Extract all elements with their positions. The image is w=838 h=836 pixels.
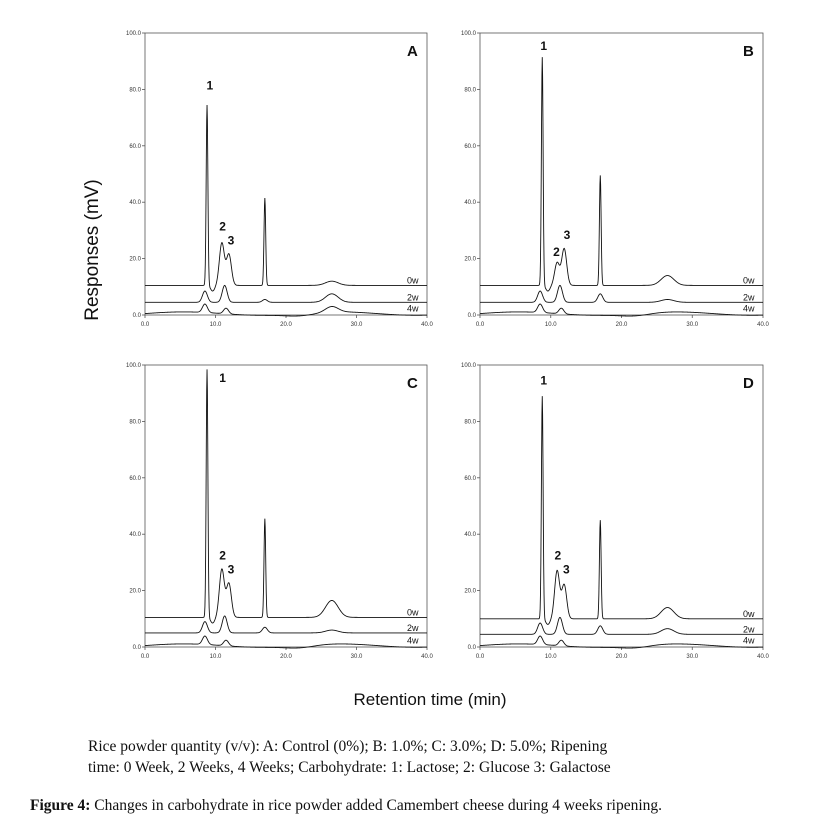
x-tick-label: 0.0	[140, 654, 150, 660]
x-axis-label: Retention time (min)	[353, 690, 507, 709]
y-tick-label: 20.0	[464, 588, 476, 595]
x-tick-label: 30.0	[350, 322, 363, 328]
peak-label: 3	[227, 233, 235, 248]
x-tick-label: 10.0	[209, 322, 222, 328]
caption-line-2: time: 0 Week, 2 Weeks, 4 Weeks; Carbohydrate: 1: Lactose; 2: Glucose 3: Galactose	[88, 759, 611, 776]
y-tick-label: 40.0	[464, 200, 476, 207]
y-tick-label: 40.0	[129, 532, 141, 539]
figure-caption-text: Changes in carbohydrate in rice powder added Camembert cheese during 4 weeks ripening.	[94, 797, 662, 814]
peak-label: 2	[219, 548, 226, 563]
trace-label: 2w	[407, 622, 419, 633]
legend-caption	[88, 736, 788, 778]
y-tick-label: 0.0	[132, 645, 141, 651]
x-tick-label: 20.0	[280, 322, 292, 328]
caption-line-1: Rice powder quantity (v/v): A: Control (0%); B: 1.0%; C: 3.0%; D: 5.0%; Ripening	[88, 738, 608, 755]
y-tick-label: 60.0	[129, 143, 141, 150]
x-tick-label: 40.0	[421, 654, 433, 660]
y-tick-label: 0.0	[467, 313, 476, 319]
plot-frame	[145, 365, 427, 647]
y-tick-label: 80.0	[464, 87, 476, 94]
x-tick-label: 20.0	[615, 654, 628, 660]
y-axis-label: Responses (mV)	[82, 179, 103, 321]
y-tick-label: 100.0	[460, 363, 476, 369]
peak-label: 1	[540, 38, 548, 53]
trace-label: 4w	[407, 635, 419, 646]
x-tick-label: 30.0	[686, 654, 699, 660]
panel-d	[461, 363, 770, 660]
x-tick-label: 0.0	[140, 322, 150, 328]
panel-a	[126, 31, 434, 328]
figure-caption	[30, 797, 830, 815]
y-tick-label: 0.0	[467, 645, 476, 651]
trace-2w	[480, 285, 763, 302]
peak-label: 1	[206, 78, 214, 93]
plot-frame	[480, 365, 763, 647]
trace-2w	[145, 616, 427, 633]
y-tick-label: 20.0	[129, 588, 141, 595]
x-tick-label: 10.0	[544, 322, 557, 328]
peak-label: 3	[562, 562, 570, 577]
panel-c	[126, 363, 434, 660]
y-tick-label: 60.0	[129, 475, 141, 482]
y-tick-label: 0.0	[132, 313, 141, 319]
trace-label: 0w	[743, 608, 755, 619]
trace-4w	[480, 304, 763, 316]
peak-label: 1	[540, 373, 548, 388]
y-tick-label: 20.0	[464, 256, 476, 263]
x-tick-label: 10.0	[209, 654, 222, 660]
trace-4w	[145, 636, 427, 648]
trace-0w	[480, 396, 763, 624]
figure-caption-label: Figure 4:	[30, 797, 91, 814]
trace-0w	[480, 57, 763, 291]
trace-label: 4w	[743, 635, 755, 646]
trace-label: 0w	[743, 275, 755, 286]
x-tick-label: 40.0	[421, 322, 433, 328]
x-tick-label: 0.0	[475, 322, 485, 328]
trace-label: 2w	[743, 292, 755, 303]
plot-frame	[480, 33, 763, 315]
trace-0w	[145, 369, 427, 623]
plot-frame	[145, 33, 427, 315]
panel-letter: A	[407, 43, 418, 60]
peak-label: 1	[219, 370, 226, 385]
trace-2w	[480, 617, 763, 634]
x-tick-label: 40.0	[757, 322, 769, 328]
panel-letter: C	[407, 375, 418, 392]
trace-label: 0w	[407, 607, 419, 618]
x-tick-label: 20.0	[280, 654, 292, 660]
trace-label: 2w	[407, 292, 419, 303]
y-tick-label: 80.0	[129, 419, 141, 426]
peak-label: 2	[219, 219, 226, 234]
x-tick-label: 30.0	[350, 654, 363, 660]
y-tick-label: 80.0	[129, 87, 141, 94]
trace-0w	[145, 105, 427, 291]
x-tick-label: 0.0	[475, 654, 485, 660]
y-tick-label: 80.0	[464, 419, 476, 426]
panel-letter: D	[743, 375, 754, 392]
y-tick-label: 20.0	[129, 256, 141, 263]
y-tick-label: 40.0	[129, 200, 141, 207]
trace-label: 0w	[407, 275, 419, 286]
trace-4w	[145, 304, 427, 316]
x-tick-label: 40.0	[757, 654, 769, 660]
peak-label: 3	[227, 562, 235, 577]
peak-label: 3	[563, 227, 571, 242]
x-tick-label: 30.0	[686, 322, 699, 328]
trace-label: 2w	[743, 624, 755, 635]
y-tick-label: 100.0	[125, 31, 141, 37]
panel-b	[461, 31, 770, 328]
y-tick-label: 60.0	[464, 475, 476, 482]
y-tick-label: 100.0	[460, 31, 476, 37]
y-tick-label: 40.0	[464, 532, 476, 539]
x-tick-label: 10.0	[544, 654, 557, 660]
y-tick-label: 60.0	[464, 143, 476, 150]
y-tick-label: 100.0	[125, 363, 141, 369]
trace-2w	[145, 285, 427, 302]
x-tick-label: 20.0	[615, 322, 628, 328]
peak-label: 2	[553, 244, 560, 259]
trace-4w	[480, 636, 763, 648]
panel-letter: B	[743, 43, 754, 60]
trace-label: 4w	[743, 303, 755, 314]
peak-label: 2	[554, 548, 562, 563]
trace-label: 4w	[407, 303, 419, 314]
